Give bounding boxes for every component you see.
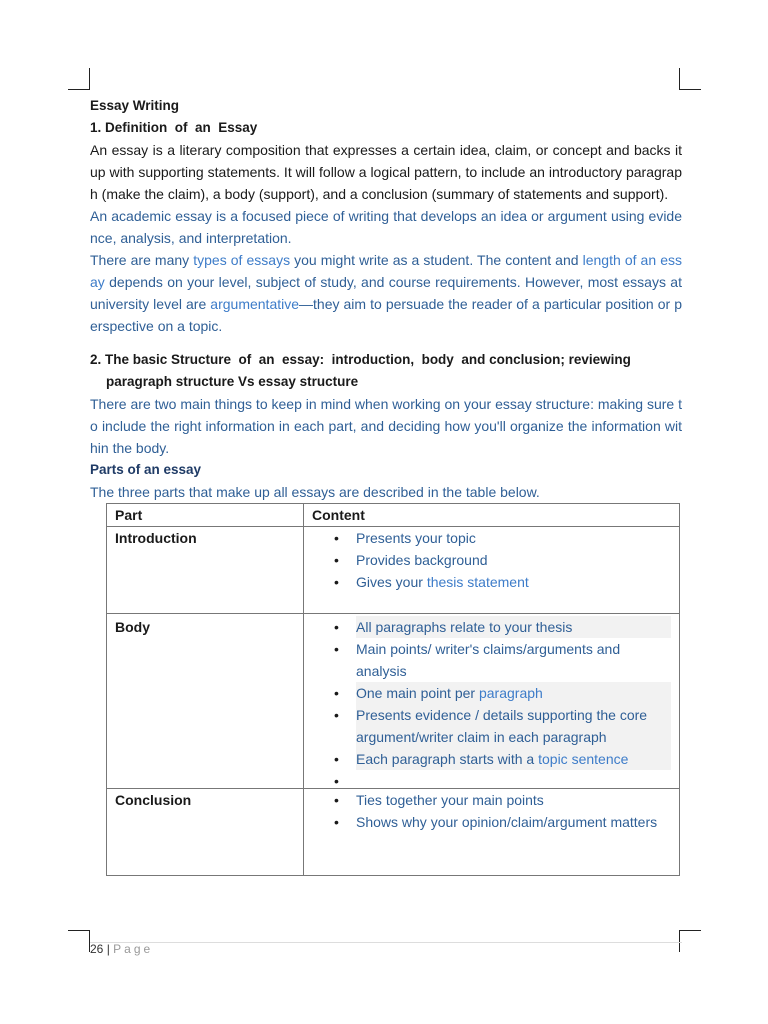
content-body [304, 614, 680, 789]
section1-heading: 1. Definition of an Essay [90, 120, 258, 135]
crop-mark-top-right-v [679, 68, 680, 90]
list-item: • One main point per paragraph [356, 682, 671, 704]
page-label: Page [113, 942, 154, 956]
crop-mark-top-right-h [679, 89, 701, 90]
footer-separator: | [103, 942, 114, 956]
list-item: • Main points/ writer's claims/arguments and analysis [356, 638, 671, 682]
list-item: • Gives your thesis statement [356, 571, 671, 593]
list-item: • Shows why your opinion/claim/argument matters [356, 811, 671, 833]
link-types-of-essays[interactable]: types of essays [193, 252, 291, 268]
header-part: Part [107, 504, 304, 527]
list-item: • Provides background [356, 549, 671, 571]
footer-rule [90, 942, 682, 943]
page-number: 26 [90, 942, 104, 956]
list-item-empty [356, 770, 671, 788]
table-row-body [107, 614, 680, 789]
document-page [90, 95, 682, 876]
list-item: • All paragraphs relate to your thesis [356, 616, 671, 638]
section2-heading: 2. The basic Structure of an essay: introduction, body and conclusion; reviewing paragraph structure Vs essay structure [90, 352, 635, 389]
list-item: • Each paragraph starts with a topic sentence [356, 748, 671, 770]
section1-paragraph-definition: An essay is a literary composition that expresses a certain idea, claim, or concept and backs it up with supporting statements. It will follow a logical pattern, to include an introductory paragraph (make the claim), a body (support), and a conclusion (summary of statements and support). [90, 142, 682, 202]
crop-mark-top-left-h [68, 89, 90, 90]
section2-paragraph-structure: There are two main things to keep in mind when working on your essay structure: making sure to include the right information in each part, and deciding how you'll organize the information within the body. [90, 396, 682, 456]
crop-mark-bottom-right-v [679, 930, 680, 952]
link-thesis-statement[interactable]: thesis statement [426, 574, 529, 590]
parts-heading: Parts of an essay [90, 462, 202, 477]
document-title: Essay Writing [90, 98, 180, 113]
section1-paragraph-types: There are many types of essays you might write as a student. The content and length of an essay depends on your level, subject of study, and course requirements. However, most essays at university level are argumentative—they aim to persuade the reader of a particular position or perspective on a topic. [90, 252, 683, 334]
list-item: • Presents evidence / details supporting the core argument/writer claim in each paragraph [356, 704, 671, 748]
list-item: • Presents your topic [356, 527, 671, 549]
link-topic-sentence[interactable]: topic sentence [538, 751, 629, 767]
table-row-introduction [107, 527, 680, 614]
link-argumentative[interactable]: argumentative [210, 296, 300, 312]
parts-intro: The three parts that make up all essays are described in the table below. [90, 484, 540, 500]
header-content: Content [304, 504, 680, 527]
list-item: • Ties together your main points [356, 789, 671, 811]
content-introduction [304, 527, 680, 614]
page-footer [90, 942, 153, 956]
part-body: Body [107, 614, 304, 789]
part-introduction: Introduction [107, 527, 304, 614]
crop-mark-bottom-right-h [679, 930, 701, 931]
content-conclusion [304, 789, 680, 876]
table-row-conclusion [107, 789, 680, 876]
section1-paragraph-academic: An academic essay is a focused piece of writing that develops an idea or argument using evidence, analysis, and interpretation. [90, 208, 682, 246]
crop-mark-top-left-v [89, 68, 90, 90]
link-paragraph[interactable]: paragraph [478, 685, 543, 701]
crop-mark-bottom-left-h [68, 930, 90, 931]
link-length-of-essay[interactable]: length of an essay [90, 252, 682, 290]
table-header-row [107, 504, 680, 527]
essay-parts-table [106, 503, 680, 876]
part-conclusion: Conclusion [107, 789, 304, 876]
